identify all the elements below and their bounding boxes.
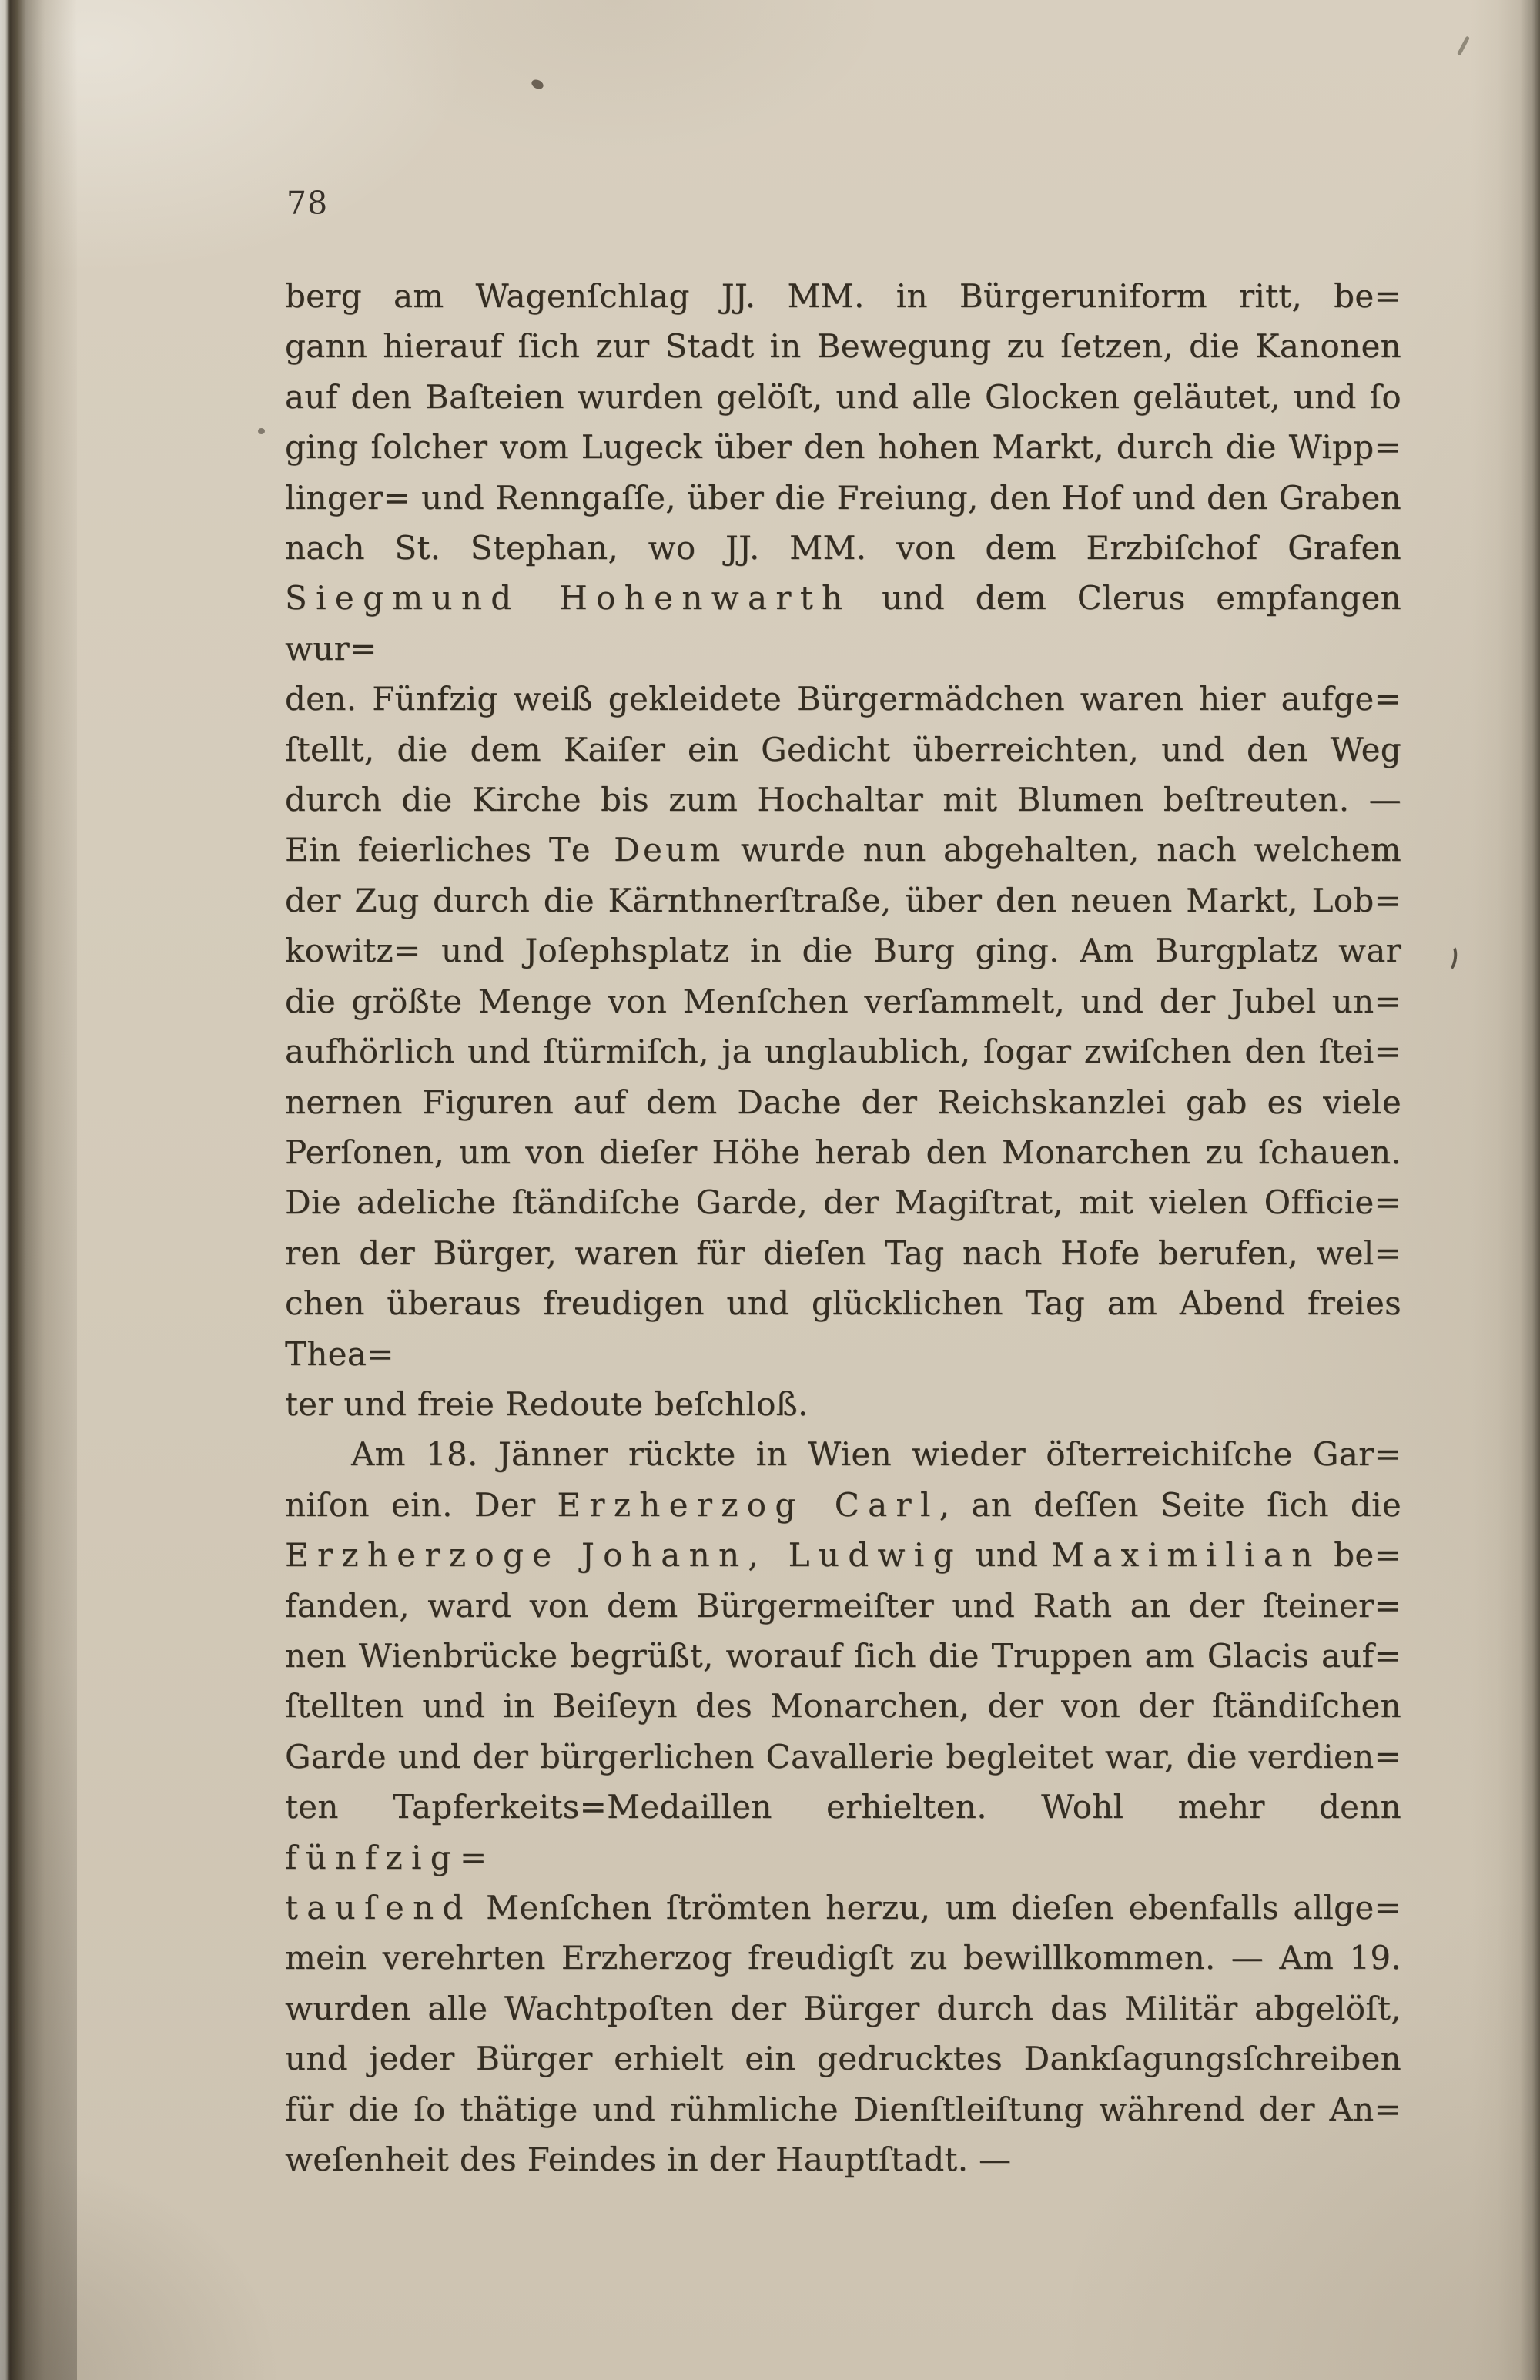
- text-segment: berg am Wagenſchlag JJ. MM. in Bürgeruniform ritt, be=: [285, 277, 1401, 315]
- text-line: [285, 1429, 1401, 1479]
- text-line: [285, 725, 1401, 775]
- text-segment: ter und freie Redoute beſchloß.: [285, 1384, 808, 1423]
- text-line: [285, 2134, 1401, 2184]
- text-segment: durch die Kirche bis zum Hochaltar mit Blumen beſtreuten. —: [285, 781, 1401, 819]
- text-line: [285, 372, 1401, 422]
- text-line: [285, 1177, 1401, 1227]
- margin-mark: [1441, 943, 1459, 972]
- text-segment: niſon ein. Der: [285, 1485, 557, 1524]
- text-line: [285, 473, 1401, 523]
- text-segment: mein verehrten Erzherzog freudigſt zu bewillkommen. — Am 19.: [285, 1939, 1401, 1977]
- text-line: [285, 271, 1401, 321]
- text-line: [285, 1278, 1401, 1379]
- text-line: [285, 1782, 1401, 1883]
- text-line: [285, 1933, 1401, 1983]
- text-segment: und: [962, 1536, 1051, 1575]
- text-segment: Garde und der bürgerlichen Cavallerie begleitet war, die verdien=: [285, 1737, 1401, 1776]
- text-segment: den. Fünfzig weiß gekleidete Bürgermädchen waren hier aufge=: [285, 680, 1401, 718]
- text-segment: linger= und Renngaſſe, über die Freiung, den Hof und den Graben: [285, 478, 1401, 517]
- text-segment: gann hierauf ſich zur Stadt in Bewegung zu ſetzen, die Kanonen: [285, 327, 1401, 366]
- text-segment: weſenheit des Feindes in der Hauptſtadt. —: [285, 2141, 1012, 2179]
- ink-speck: [1457, 35, 1470, 55]
- text-line: [285, 1480, 1401, 1530]
- ink-speck: [530, 78, 544, 91]
- text-line: [285, 1732, 1401, 1782]
- text-line: [285, 1379, 1401, 1429]
- text-line: [285, 422, 1401, 472]
- book-gutter-shadow: [0, 0, 77, 2380]
- text-segment: , an deſſen Seite ſich die: [939, 1485, 1401, 1524]
- latin-phrase-text: Te Deum: [548, 831, 724, 869]
- text-line: [285, 976, 1401, 1026]
- text-line: [285, 573, 1401, 674]
- text-segment: Perſonen, um von dieſer Höhe herab den Monarchen zu ſchauen.: [285, 1133, 1401, 1171]
- text-segment: chen überaus freudigen und glücklichen Tag am Abend freies Thea=: [285, 1284, 1401, 1373]
- text-line: [285, 1077, 1401, 1127]
- text-line: [285, 1530, 1401, 1580]
- text-line: [285, 1983, 1401, 2034]
- text-line: [285, 2084, 1401, 2134]
- text-line: [285, 1681, 1401, 1731]
- text-segment: kowitz= und Joſephsplatz in die Burg ging. Am Burgplatz war: [285, 932, 1401, 970]
- text-segment: auf den Baſteien wurden gelöſt, und alle Glocken geläutet, und ſo: [285, 377, 1401, 416]
- text-segment: für die ſo thätige und rühmliche Dienſtleiſtung während der An=: [285, 2090, 1401, 2128]
- letterspaced-text: fünfzig=: [285, 1838, 496, 1876]
- text-line: [285, 674, 1401, 724]
- text-segment: aufhörlich und ſtürmiſch, ja unglaublich, ſogar zwiſchen den ſtei=: [285, 1033, 1401, 1071]
- text-segment: Menſchen ſtrömten herzu, um dieſen ebenfalls allge=: [471, 1889, 1401, 1926]
- text-segment: die größte Menge von Menſchen verſammelt, und der Jubel un=: [285, 982, 1401, 1020]
- text-segment: ten Tapferkeits=Medaillen erhielten. Wohl mehr denn: [285, 1788, 1401, 1826]
- text-segment: ging ſolcher vom Lugeck über den hohen Markt, durch die Wipp=: [285, 428, 1401, 467]
- text-segment: nach St. Stephan, wo JJ. MM. von dem Erzbiſchof Grafen: [285, 529, 1401, 567]
- text-line: [285, 1581, 1401, 1631]
- text-segment: wurden alle Wachtpoſten der Bürger durch das Militär abgelöſt,: [285, 1989, 1401, 2027]
- text-segment: der Zug durch die Kärnthnerſtraße, über den neuen Markt, Lob=: [285, 881, 1401, 919]
- text-segment: und dem Clerus empfangen wur=: [285, 579, 1401, 668]
- page-right-edge-shadow: [1471, 0, 1540, 2380]
- text-segment: be=: [1321, 1536, 1402, 1575]
- letterspaced-text: Erzherzog Carl: [557, 1485, 939, 1524]
- text-segment: Ein feierliches: [285, 831, 549, 869]
- text-segment: ſtellten und in Beiſeyn des Monarchen, der von der ſtändiſchen: [285, 1687, 1401, 1726]
- text-line: [285, 875, 1401, 926]
- text-line: [285, 1026, 1401, 1076]
- text-segment: ren der Bürger, waren für dieſen Tag nach Hofe berufen, wel=: [285, 1234, 1401, 1272]
- ink-speck: [258, 428, 265, 434]
- text-segment: nen Wienbrücke begrüßt, worauf ſich die Truppen am Glacis auf=: [285, 1636, 1401, 1675]
- text-line: [285, 2034, 1401, 2084]
- text-segment: fanden, ward von dem Bürgermeiſter und Rath an der ſteiner=: [285, 1586, 1401, 1625]
- text-segment: nernen Figuren auf dem Dache der Reichskanzlei gab es viele: [285, 1083, 1401, 1121]
- page-number: 78: [286, 185, 329, 222]
- text-segment: Am 18. Jänner rückte in Wien wieder öſterreichiſche Gar=: [351, 1435, 1401, 1474]
- text-line: [285, 1631, 1401, 1681]
- text-line: [285, 926, 1401, 976]
- text-line: [285, 321, 1401, 371]
- text-line: [285, 1228, 1401, 1278]
- text-line: [285, 1127, 1401, 1177]
- letterspaced-text: Erzherzoge Johann, Ludwig: [285, 1536, 962, 1575]
- letterspaced-text: Siegmund Hohenwarth: [285, 579, 852, 618]
- letterspaced-text: tauſend: [285, 1889, 472, 1926]
- text-line: [285, 825, 1401, 875]
- text-line: [285, 775, 1401, 825]
- letterspaced-text: Maximilian: [1050, 1536, 1321, 1575]
- text-segment: und jeder Bürger erhielt ein gedrucktes Dankſagungsſchreiben: [285, 2040, 1401, 2078]
- text-line: [285, 1883, 1401, 1933]
- text-segment: ſtellt, die dem Kaiſer ein Gedicht überreichten, und den Weg: [285, 730, 1401, 768]
- text-block: [285, 271, 1401, 2184]
- text-line: [285, 523, 1401, 573]
- text-segment: wurde nun abgehalten, nach welchem: [723, 831, 1402, 869]
- text-segment: Die adeliche ſtändiſche Garde, der Magiſtrat, mit vielen Officie=: [285, 1183, 1401, 1222]
